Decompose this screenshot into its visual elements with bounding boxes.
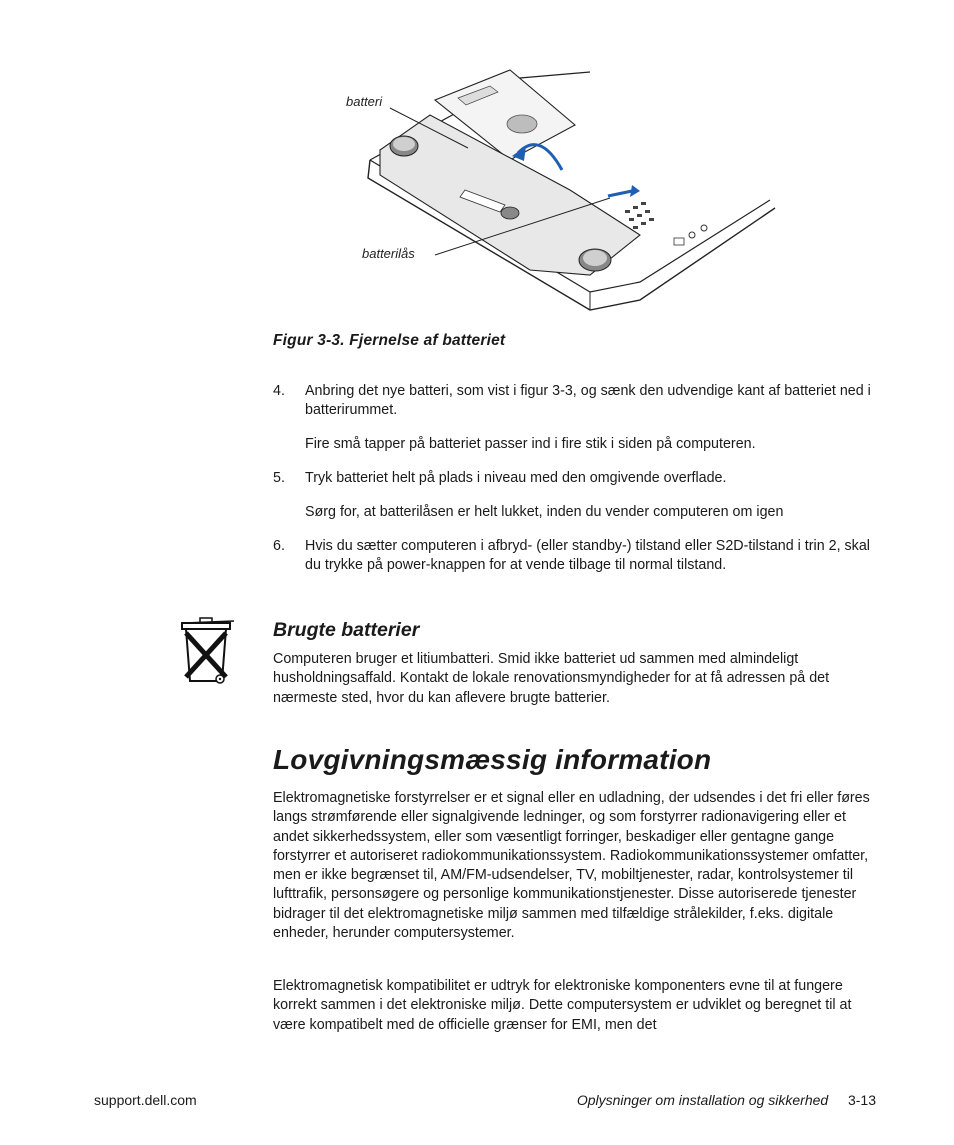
used-batteries-heading: Brugte batterier	[273, 619, 420, 641]
footer-section-title: Oplysninger om installation og sikkerhed	[576, 1092, 829, 1108]
page-number: 3-13	[847, 1092, 876, 1108]
step-text: Hvis du sætter computeren i afbryd- (eller standby-) tilstand eller S2D-tilstand i trin 2, skal du trykke på power-knappen for at vende tilbage til normal tilstand.	[305, 538, 870, 574]
step-note: Sørg for, at batterilåsen er helt lukket, inden du vender computeren om igen	[305, 504, 784, 520]
battery-removal-figure	[340, 60, 780, 325]
laptop-battery-illustration	[340, 60, 780, 325]
used-batteries-text: Computeren bruger et litiumbatteri. Smid ikke batteriet ud sammen med almindeligt husholdningsaffald. Kontakt de lokale renovationsmyndigheder for at få adressen på det nærmeste sted, hvor du kan aflevere brugte batterier.	[273, 651, 830, 706]
step-note: Fire små tapper på batteriet passer ind i fire stik i siden på computeren.	[305, 436, 756, 452]
step-number: 5.	[273, 470, 285, 486]
footer-url: support.dell.com	[94, 1092, 197, 1108]
step-text: Tryk batteriet helt på plads i niveau med den omgivende overflade.	[305, 470, 727, 486]
step-text: Anbring det nye batteri, som vist i figur 3-3, og sænk den udvendige kant af batteriet ned i batterirummet.	[305, 383, 871, 419]
battery-label: batteri	[346, 94, 383, 109]
step-item	[273, 382, 873, 421]
step-item	[273, 537, 873, 576]
step-number: 6.	[273, 538, 285, 554]
battery-lock-label: batterilås	[362, 246, 415, 261]
regulatory-paragraph: Elektromagnetiske forstyrrelser er et signal eller en udladning, der udsendes i det fri eller føres langs strømførende eller signalgivende ledninger, og som forstyrrer radionavigering eller et andet sikkerhedssystem, eller som væsentligt forringer, beskadiger eller gentagne gange forstyrrer et autoriseret radiokommunikationssystem. Radiokommunikationssystemer omfatter, men er ikke begrænset til, AM/FM-udsendelser, TV, mobiltjenester, radar, kontrolsystemer til lufttrafik, personsøgere og personlige kommunikationstjenester. Disse autoriserede tjenester bidrager til det elektromagnetiske miljø sammen med tilfældige strålekilder, f.eks. digitale enheder, herunder computersystemer.	[273, 790, 870, 942]
step-item	[273, 469, 873, 488]
regulatory-paragraph: Elektromagnetisk kompatibilitet er udtryk for elektroniske komponenters evne til at fungere korrekt sammen i det elektroniske miljø. Dette computersystem er udviklet og beregnet til at være kompatibelt med de officielle grænser for EMI, men det	[273, 978, 852, 1033]
recycle-bin-crossed-icon	[178, 617, 238, 689]
step-number: 4.	[273, 383, 285, 399]
figure-caption: Figur 3-3. Fjernelse af batteriet	[273, 332, 506, 349]
footer-title	[577, 1092, 876, 1108]
regulatory-heading: Lovgivningsmæssig information	[273, 744, 712, 775]
